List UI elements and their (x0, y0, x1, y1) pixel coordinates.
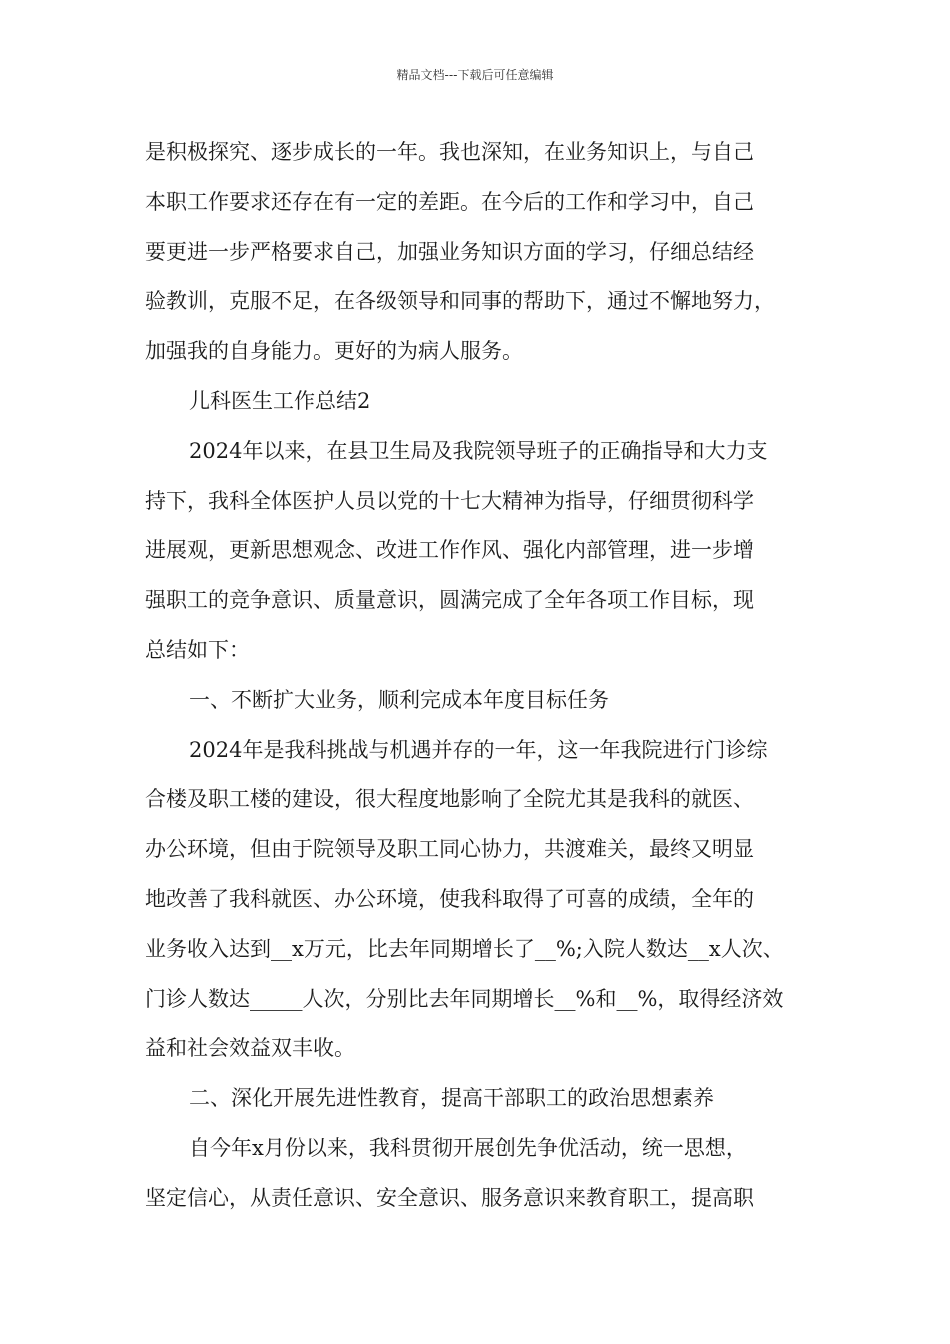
text-line: 加强我的自身能力。更好的为病人服务。 (145, 339, 523, 364)
text-line: 持下，我科全体医护人员以党的十七大精神为指导，仔细贯彻科学 (145, 488, 754, 513)
page-header: 精品文档---下载后可任意编辑 (396, 68, 554, 82)
text-line: 进展观，更新思想观念、改进工作作风、强化内部管理，进一步增 (145, 538, 754, 563)
text-line: 地改善了我科就医、办公环境，使我科取得了可喜的成绩，全年的 (145, 886, 754, 911)
text-line: 本职工作要求还存在有一定的差距。在今后的工作和学习中，自己 (145, 189, 754, 214)
text-line: 2024年以来，在县卫生局及我院领导班子的正确指导和大力支 (189, 438, 768, 463)
section-title: 儿科医生工作总结2 (189, 388, 371, 413)
text-line: 益和社会效益双丰收。 (145, 1036, 355, 1061)
text-line: 合楼及职工楼的建设，很大程度地影响了全院尤其是我科的就医、 (145, 787, 754, 812)
text-line: 是积极探究、逐步成长的一年。我也深知，在业务知识上，与自己 (145, 140, 754, 164)
document-body (145, 128, 825, 1224)
subheading: 一、不断扩大业务，顺利完成本年度目标任务 (189, 687, 609, 712)
text-line: 自今年x月份以来，我科贯彻开展创先争优活动，统一思想， (189, 1135, 747, 1160)
subheading: 二、深化开展先进性教育，提高干部职工的政治思想素养 (189, 1086, 714, 1111)
text-line: 坚定信心，从责任意识、安全意识、服务意识来教育职工，提高职 (145, 1185, 754, 1210)
text-line: 业务收入达到__x万元，比去年同期增长了__%;入院人数达__x人次、 (145, 936, 784, 961)
text-line: 2024年是我科挑战与机遇并存的一年，这一年我院进行门诊综 (189, 737, 768, 762)
text-line: 办公环境，但由于院领导及职工同心协力，共渡难关，最终又明显 (145, 837, 754, 862)
text-line: 要更进一步严格要求自己，加强业务知识方面的学习，仔细总结经 (145, 239, 754, 264)
text-line: 总结如下： (145, 637, 250, 662)
text-line: 门诊人数达_____人次，分别比去年同期增长__%和__%，取得经济效 (145, 986, 784, 1011)
text-line: 验教训，克服不足，在各级领导和同事的帮助下，通过不懈地努力， (145, 289, 775, 314)
text-line: 强职工的竞争意识、质量意识，圆满完成了全年各项工作目标，现 (145, 588, 754, 613)
